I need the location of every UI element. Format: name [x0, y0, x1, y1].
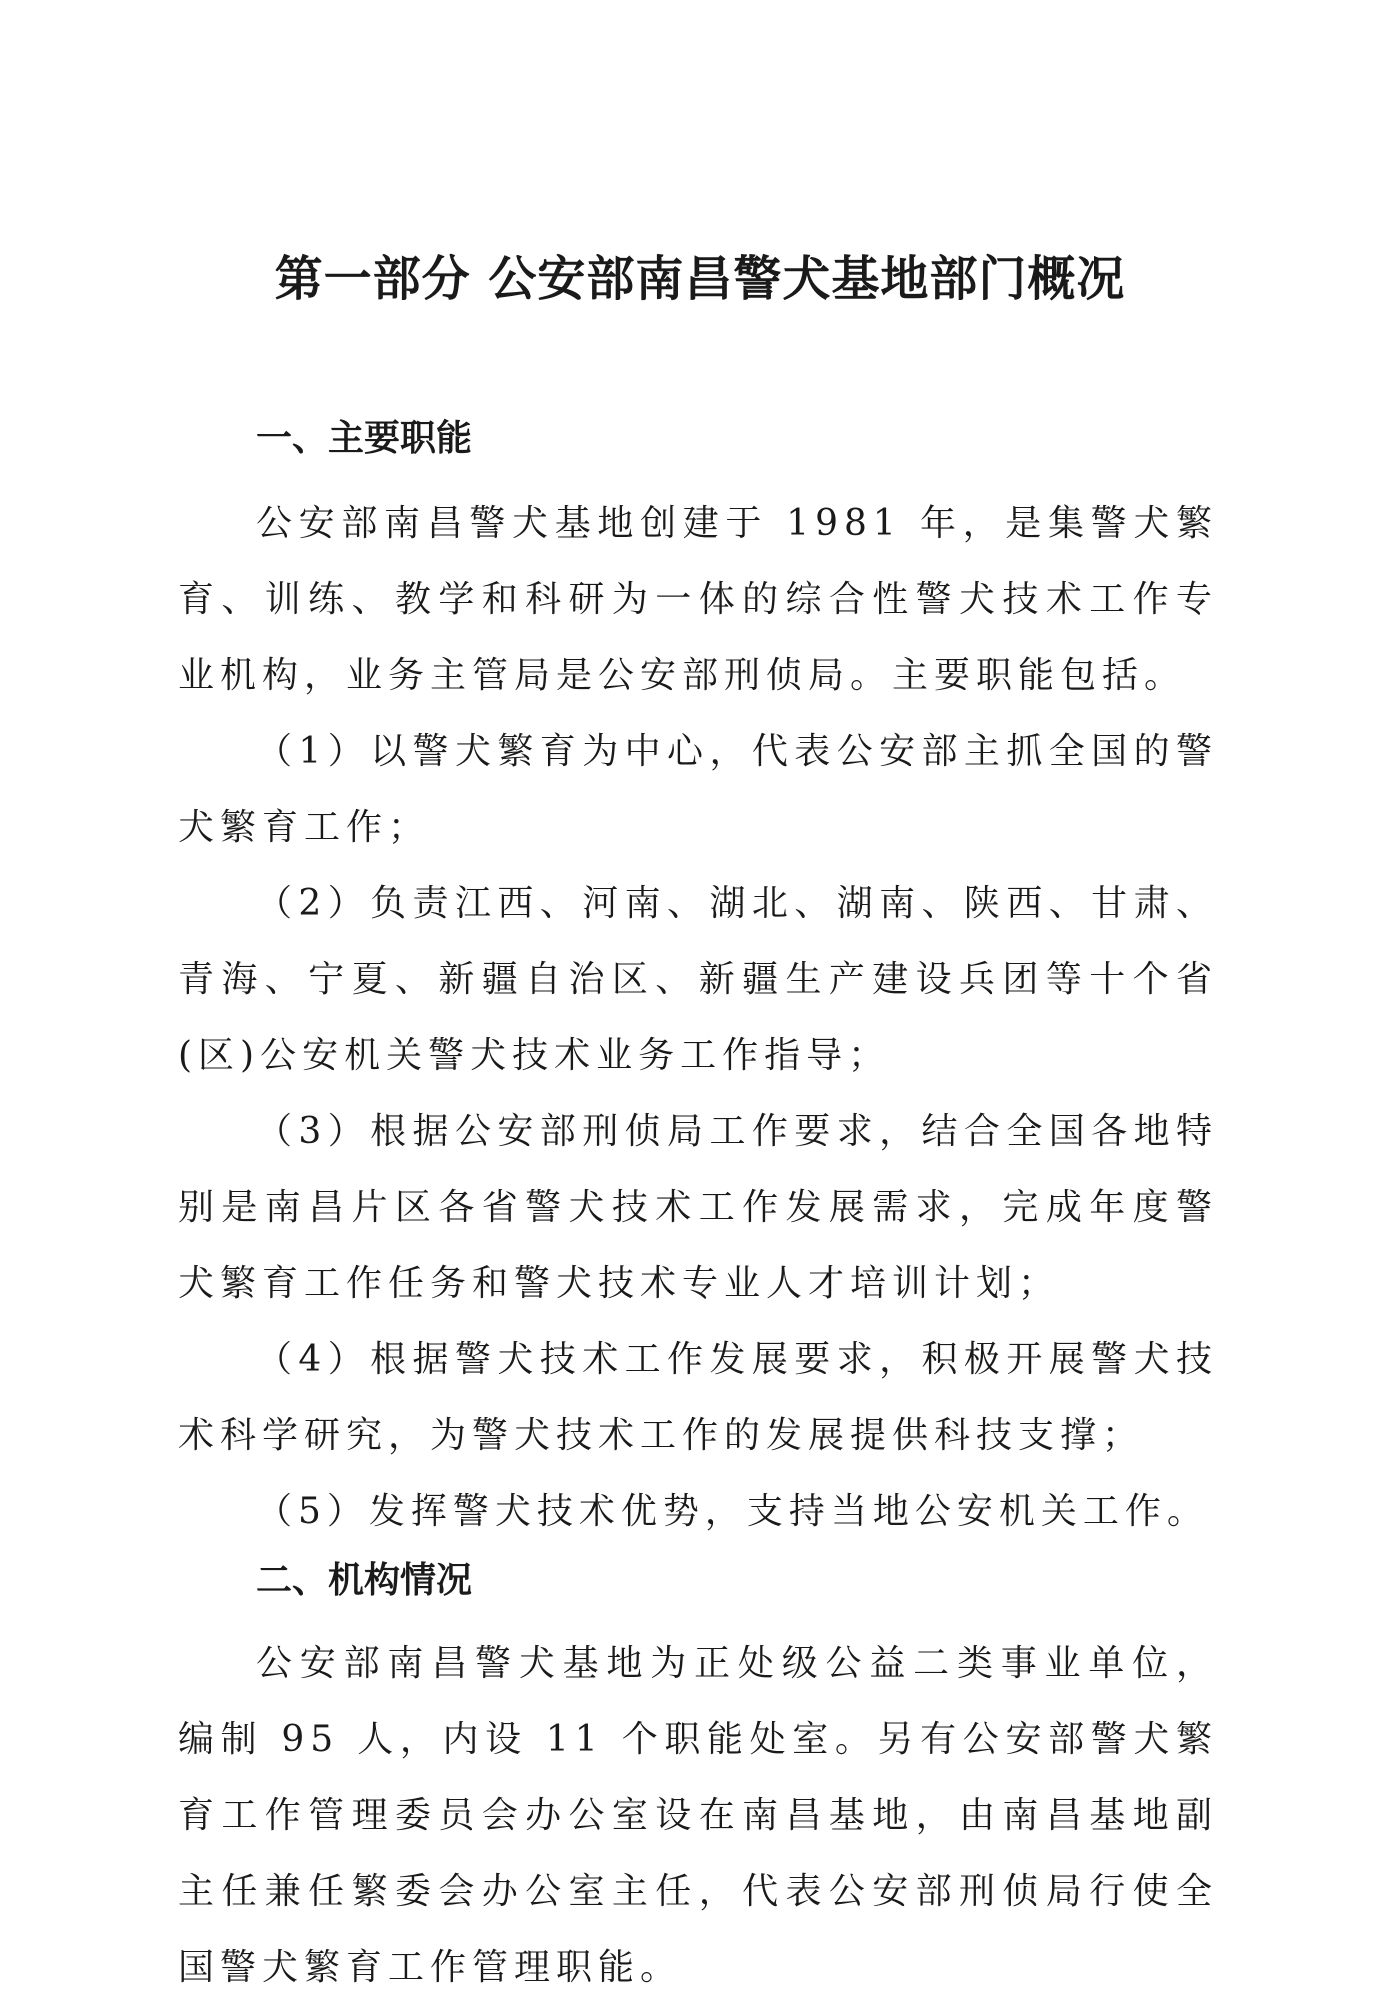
paragraph-organization: 公安部南昌警犬基地为正处级公益二类事业单位，编制 95 人，内设 11 个职能处室。另有公安部警犬繁育工作管理委员会办公室设在南昌基地，由南昌基地副主任兼任繁委会办公室主任，代表公安部刑侦局行使全国警犬繁育工作管理职能。	[178, 1643, 1218, 1988]
section-heading-organization: 二、机构情况	[256, 1560, 473, 1601]
page-title: 第一部分 公安部南昌警犬基地部门概况	[274, 251, 1126, 307]
paragraph-function-3: （3）根据公安部刑侦局工作要求，结合全国各地特别是南昌片区各省警犬技术工作发展需求，完成年度警犬繁育工作任务和警犬技术专业人才培训计划；	[178, 1111, 1218, 1304]
section-heading-main-functions: 一、主要职能	[256, 418, 473, 459]
document-body	[178, 410, 1218, 2006]
paragraph-function-5: （5）发挥警犬技术优势，支持当地公安机关工作。	[256, 1491, 1209, 1532]
paragraph-function-1: （1）以警犬繁育为中心，代表公安部主抓全国的警犬繁育工作；	[178, 731, 1218, 848]
paragraph-function-2: （2）负责江西、河南、湖北、湖南、陕西、甘肃、青海、宁夏、新疆自治区、新疆生产建设兵团等十个省(区)公安机关警犬技术业务工作指导；	[178, 883, 1218, 1076]
paragraph-function-4: （4）根据警犬技术工作发展要求，积极开展警犬技术科学研究，为警犬技术工作的发展提供科技支撑；	[178, 1339, 1218, 1456]
paragraph-intro: 公安部南昌警犬基地创建于 1981 年，是集警犬繁育、训练、教学和科研为一体的综合性警犬技术工作专业机构，业务主管局是公安部刑侦局。主要职能包括。	[178, 503, 1218, 696]
